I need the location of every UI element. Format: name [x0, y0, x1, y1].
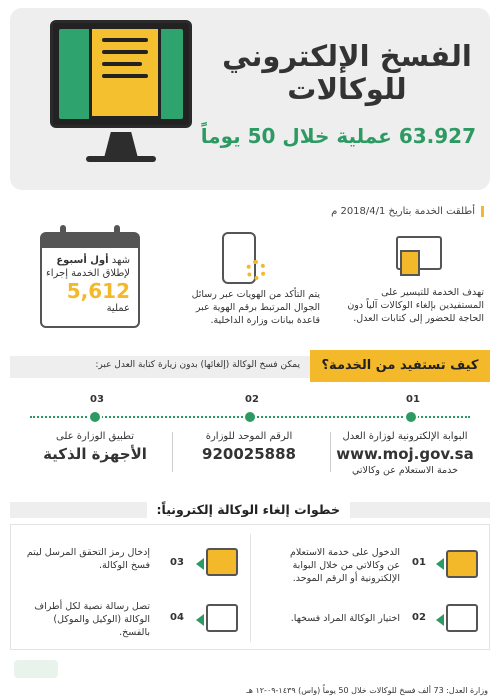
calendar-ring [114, 225, 120, 241]
steps-divider [250, 534, 251, 642]
hero-title-line1: الفسخ الإلكتروني [222, 39, 472, 73]
first-week-number: 5,612 [66, 279, 130, 303]
first-week-strong: أول أسبوع [56, 255, 109, 266]
timeline-dot [404, 410, 418, 424]
monitor-illustration [50, 20, 192, 128]
channel-app-title: تطبيق الوزارة على [56, 431, 134, 442]
step-1: الدخول على خدمة الاستعلام عن وكالاتي من خلال البوابة الإلكترونية أو الرقم الموحد. [289, 547, 400, 584]
channel-phone-number: 920025888 [202, 445, 296, 463]
monitor-base [86, 156, 156, 162]
first-week-line1: شهد [111, 255, 130, 266]
arrow-icon [436, 558, 444, 570]
people-icon [206, 604, 238, 632]
hero-title [222, 40, 472, 106]
channel-phone-title: الرقم الموحد للوزارة [205, 431, 293, 442]
steps-title: خطوات إلغاء الوكالة إلكترونياً: [147, 496, 350, 524]
step-num-4: 04 [170, 612, 184, 623]
hero-title-line2: للوكالات [287, 72, 407, 106]
footer-caption: وزارة العدل: 73 ألف فسخ للوكالات خلال 50 يوماً (واس) ١٤٣٩-٠٩-١٢ هـ [246, 686, 488, 695]
first-week-line2: لإطلاق الخدمة إجراء [46, 268, 130, 279]
arrow-icon [436, 614, 444, 626]
doc-line [102, 38, 148, 42]
channel-portal [330, 430, 480, 477]
doc-line [102, 74, 148, 78]
channel-portal-url[interactable]: www.moj.gov.sa [336, 445, 474, 463]
first-week-unit: عملية [106, 303, 130, 314]
step-num-2: 02 [412, 612, 426, 623]
feature-goal-text: تهدف الخدمة للتيسير على المستفيدين بإلغاء الوكالات آلياً دون الحاجة للحضور إلى كتابات العدل. [347, 287, 484, 324]
feature-verify-text: يتم التأكد من الهويات عبر رسائل الجوال المرتبط برقم الهوية عبر قاعدة بيانات وزارة الداخلية. [191, 289, 320, 326]
monitor-screen [59, 29, 183, 119]
step-4: تصل رسالة نصية لكل أطراف الوكالة (الوكيل والموكل) بالفسخ. [34, 601, 150, 638]
launch-date: أطلقت الخدمة بتاريخ 2018/4/1 م [331, 206, 484, 217]
step-3: إدخال رمز التحقق المرسل ليتم فسخ الوكالة. [26, 547, 150, 571]
channel-app-name: الأجهزة الذكية [43, 445, 147, 463]
document-icon [400, 250, 420, 276]
message-icon [206, 548, 238, 576]
how-subtitle: يمكن فسخ الوكالة (إلغائها) بدون زيارة كتابة العدل عبر: [95, 360, 300, 370]
arrow-icon [196, 558, 204, 570]
feature-goal [344, 286, 484, 325]
channel-app [20, 430, 170, 464]
calendar-icon [40, 232, 140, 328]
channel-num-3: 03 [90, 394, 104, 405]
step-num-3: 03 [170, 557, 184, 568]
channel-num-2: 02 [245, 394, 259, 405]
hero-stat: 63.927 عملية خلال 50 يوماً [200, 124, 476, 148]
channel-portal-title: البوابة الإلكترونية لوزارة العدل [342, 431, 468, 442]
channel-num-1: 01 [406, 394, 420, 405]
gear-icon [246, 260, 266, 280]
feature-verify [180, 288, 320, 327]
channel-portal-note: خدمة الاستعلام عن وكالاتي [351, 465, 458, 476]
first-week-text [46, 254, 130, 315]
divider [330, 432, 331, 472]
timeline-dot [243, 410, 257, 424]
doc-line [102, 62, 142, 66]
timeline-dot [88, 410, 102, 424]
document-icon [89, 29, 161, 119]
calendar-header [42, 234, 138, 248]
laptop-icon [446, 550, 478, 578]
list-icon [446, 604, 478, 632]
divider [172, 432, 173, 472]
doc-line [102, 50, 148, 54]
step-num-1: 01 [412, 557, 426, 568]
ministry-logo [14, 660, 58, 678]
calendar-ring [60, 225, 66, 241]
arrow-icon [196, 614, 204, 626]
how-title: كيف تستفيد من الخدمة؟ [310, 350, 490, 382]
channel-phone [174, 430, 324, 464]
step-2: اختيار الوكالة المراد فسخها. [290, 613, 400, 624]
